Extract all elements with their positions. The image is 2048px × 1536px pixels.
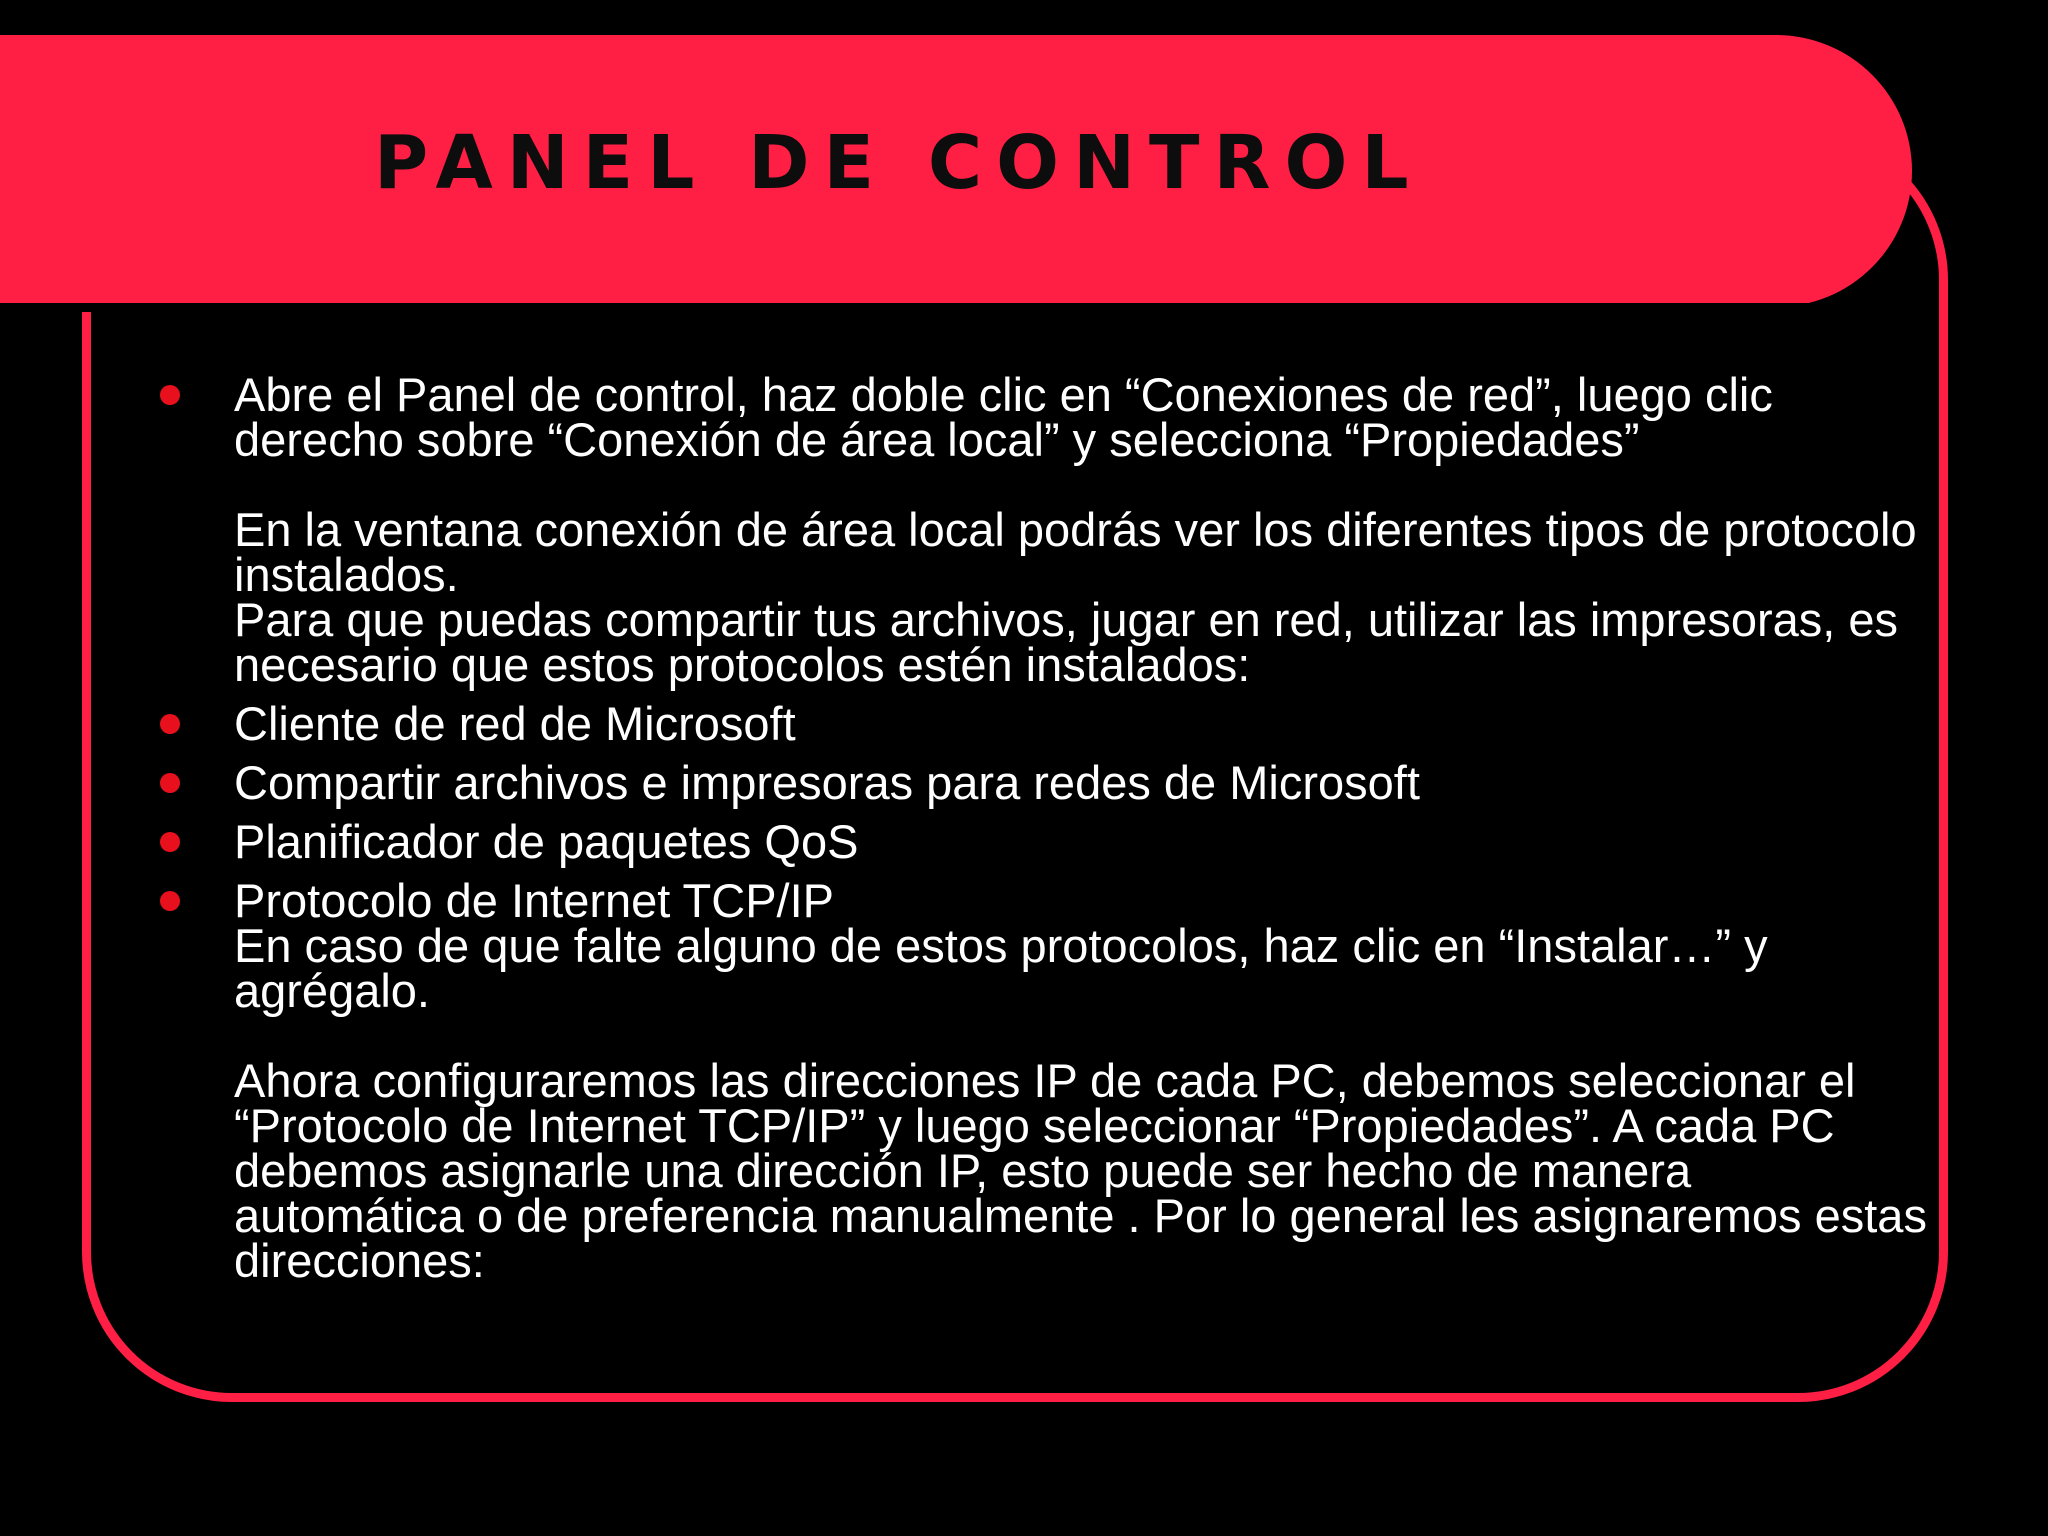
item-3-text: Compartir archivos e impresoras para redes de Microsoft — [234, 756, 1420, 809]
bullet-dot-icon — [160, 832, 180, 852]
title-underline-rule — [0, 303, 1810, 312]
item-5-paragraph-3: Ahora configuraremos las direcciones IP de cada PC, debemos seleccionar el “Protocolo de Internet TCP/IP” y luego seleccionar “Propiedades”. A cada PC debemos asignarle una dirección IP, esto puede ser hecho de manera automática o de preferencia manualmente . Por lo general les asignaremos estas direcciones: — [234, 1054, 1927, 1287]
item-5-text: Protocolo de Internet TCP/IP — [234, 874, 835, 927]
item-1-paragraph-2: En la ventana conexión de área local podrás ver los diferentes tipos de protocolo instalados. — [234, 503, 1917, 601]
bullet-dot-icon — [160, 891, 180, 911]
bullet-item-4 — [160, 815, 1930, 868]
bullet-item-5 — [160, 874, 1930, 1287]
item-1-text: Abre el Panel de control, haz doble clic en “Conexiones de red”, luego clic derecho sobre “Conexión de área local” y selecciona “Propiedades” — [234, 368, 1773, 466]
bullet-dot-icon — [160, 714, 180, 734]
bullet-item-1 — [160, 368, 1930, 691]
item-4-text: Planificador de paquetes QoS — [234, 815, 859, 868]
item-1-paragraph-3: Para que puedas compartir tus archivos, jugar en red, utilizar las impresoras, es necesario que estos protocolos estén instalados: — [234, 593, 1899, 691]
bullet-dot-icon — [160, 773, 180, 793]
item-2-text: Cliente de red de Microsoft — [234, 697, 796, 750]
bullet-dot-icon — [160, 385, 180, 405]
item-5-paragraph-2: En caso de que falte alguno de estos protocolos, haz clic en “Instalar…” y agrégalo. — [234, 919, 1768, 1017]
slide-body — [160, 368, 1930, 1287]
bullet-item-3 — [160, 756, 1930, 809]
bullet-item-2 — [160, 697, 1930, 750]
slide-title: PANEL DE CONTROL — [374, 120, 1423, 206]
